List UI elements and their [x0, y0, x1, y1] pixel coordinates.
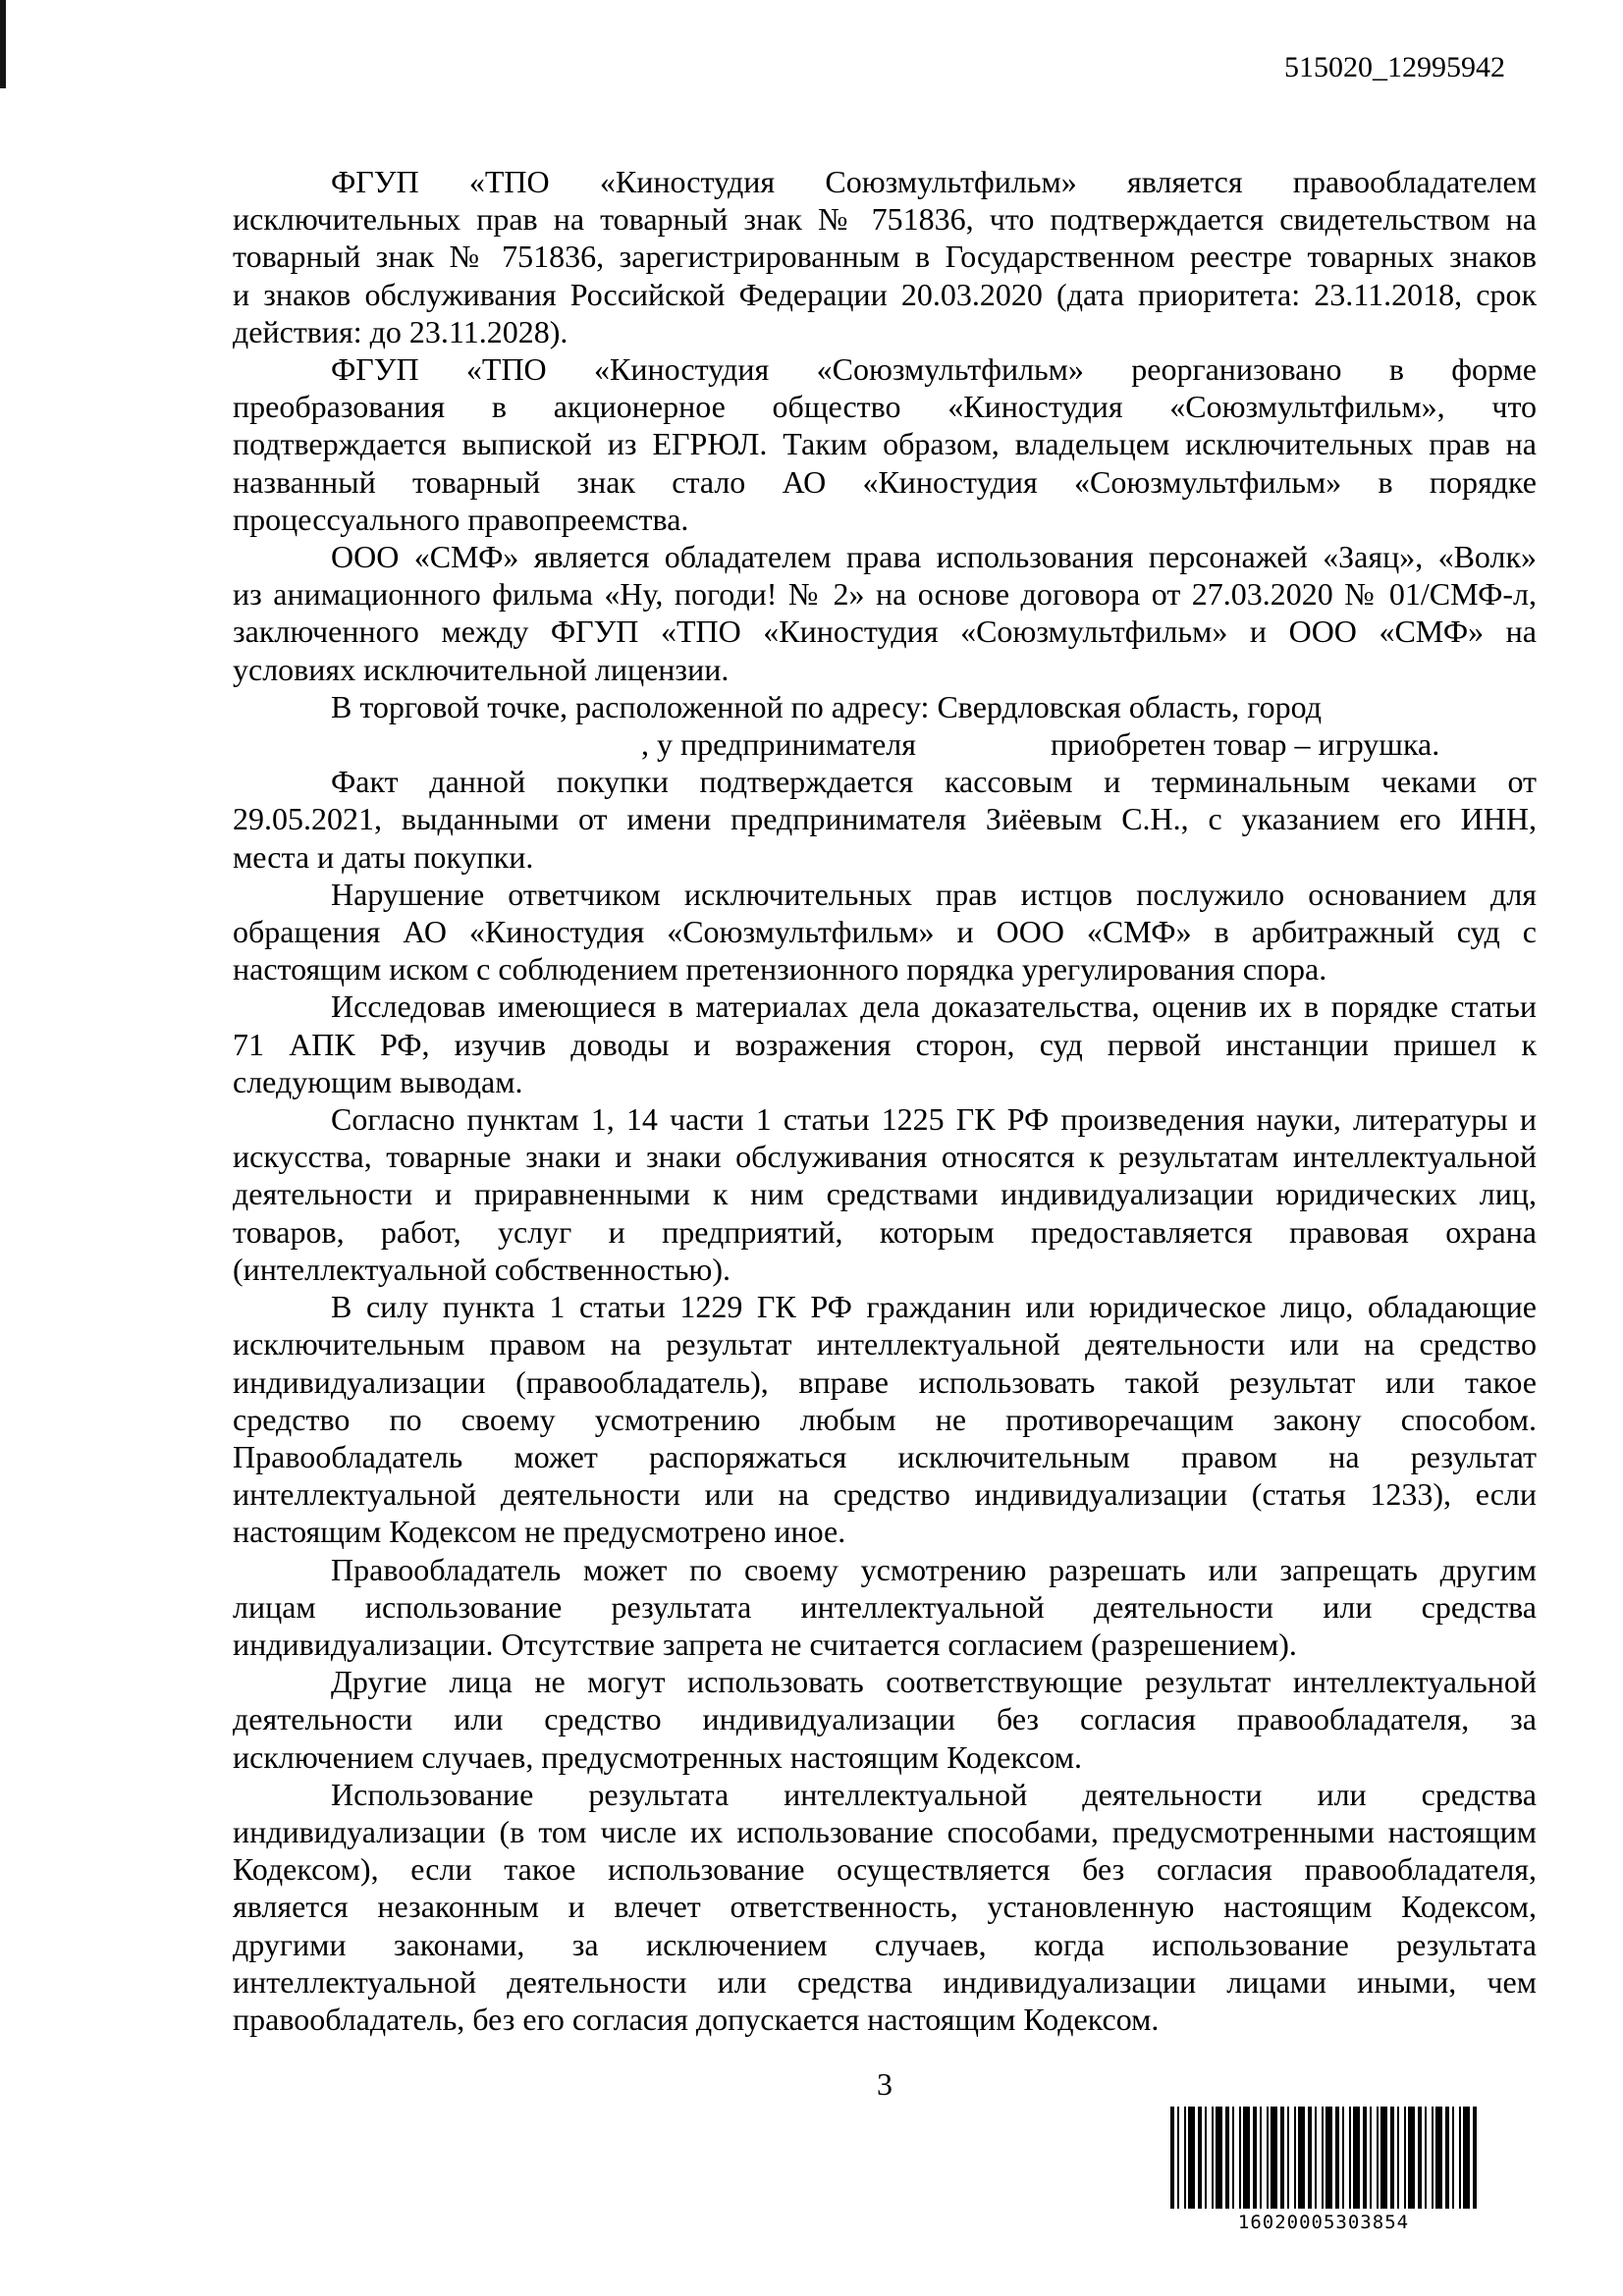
text-line: В силу пункта 1 статьи 1229 ГК РФ гражданин или юридическое лицо, обладающие: [331, 1289, 1537, 1325]
text-line: средство по своему усмотрению любым не противоречащим закону способом.: [233, 1401, 1537, 1437]
redacted-blank: [916, 754, 1051, 755]
text-segment: приобретен товар – игрушка.: [1050, 726, 1440, 763]
text-line: места и даты покупки.: [233, 838, 534, 875]
text-segment: , у предпринимателя: [641, 726, 916, 763]
text-line: подтверждается выпиской из ЕГРЮЛ. Таким образом, владельцем исключительных прав на: [233, 426, 1537, 462]
text-line: Кодексом), если такое использование осуществляется без согласия правообладателя,: [233, 1851, 1537, 1888]
text-line: ФГУП «ТПО «Киностудия «Союзмультфильм» реорганизовано в форме: [331, 351, 1537, 388]
text-line: лицам использование результата интеллектуальной деятельности или средства: [233, 1588, 1537, 1625]
paragraph: [233, 350, 1537, 538]
text-line: В торговой точке, расположенной по адресу: Свердловская область, город: [331, 688, 1322, 724]
text-line: Использование результата интеллектуальной деятельности или средства: [331, 1776, 1537, 1812]
paragraph: [233, 763, 1537, 876]
text-line: условиях исключительной лицензии.: [233, 651, 730, 687]
text-line: товарный знак № 751836, зарегистрированным в Государственном реестре товарных знаков: [233, 239, 1537, 275]
text-line: настоящим иском с соблюдением претензионного порядка урегулирования спора.: [233, 951, 1327, 988]
text-line: и знаков обслуживания Российской Федерации 20.03.2020 (дата приоритета: 23.11.2018, срок: [233, 276, 1537, 312]
text-line: ООО «СМФ» является обладателем права использования персонажей «Заяц», «Волк»: [331, 539, 1537, 575]
barcode-bars-image: [1170, 2107, 1477, 2209]
text-line: процессуального правопреемства.: [233, 501, 689, 537]
page-number: 3: [877, 2066, 893, 2102]
paragraph: [233, 876, 1537, 988]
paragraph: [233, 988, 1537, 1100]
text-line: преобразования в акционерное общество «Киностудия «Союзмультфильм», что: [233, 389, 1537, 425]
paragraph: [233, 163, 1537, 350]
text-line: заключенного между ФГУП «ТПО «Киностудия «Союзмультфильм» и ООО «СМФ» на: [233, 614, 1537, 650]
text-line: индивидуализации. Отсутствие запрета не считается согласием (разрешением).: [233, 1626, 1297, 1662]
text-line: действия: до 23.11.2028).: [233, 313, 568, 349]
document-body: [233, 163, 1537, 2038]
paragraph: [233, 688, 1537, 763]
text-line: из анимационного фильма «Ну, погоди! № 2» на основе договора от 27.03.2020 № 01/СМФ-л,: [233, 576, 1537, 613]
text-line: Согласно пунктам 1, 14 части 1 статьи 1225 ГК РФ произведения науки, литературы и: [331, 1101, 1537, 1138]
text-line: интеллектуальной деятельности или на средство индивидуализации (статья 1233), если: [233, 1476, 1537, 1513]
text-line: правообладатель, без его согласия допускается настоящим Кодексом.: [233, 2001, 1160, 2037]
text-line: Другие лица не могут использовать соответствующие результат интеллектуальной: [331, 1664, 1537, 1700]
paragraph: [233, 1551, 1537, 1664]
text-line: Нарушение ответчиком исключительных прав истцов послужило основанием для: [331, 876, 1537, 912]
paragraph: [233, 538, 1537, 688]
text-line: интеллектуальной деятельности или средства индивидуализации лицами иными, чем: [233, 1963, 1537, 2000]
text-line: исключением случаев, предусмотренных настоящим Кодексом.: [233, 1738, 1082, 1775]
text-line: Исследовав имеющиеся в материалах дела доказательства, оценив их в порядке статьи: [331, 988, 1537, 1025]
barcode: [1170, 2107, 1477, 2234]
text-line: деятельности и приравненными к ним средствами индивидуализации юридических лиц,: [233, 1176, 1537, 1212]
redacted-blank: [233, 754, 641, 755]
text-line: названный товарный знак стало АО «Киностудия «Союзмультфильм» в порядке: [233, 463, 1537, 500]
text-line: (интеллектуальной собственностью).: [233, 1251, 730, 1287]
text-line: Факт данной покупки подтверждается кассовым и терминальным чеками от: [331, 764, 1537, 800]
barcode-number: 16020005303854: [1237, 2212, 1410, 2233]
text-line: является незаконным и влечет ответственность, установленную настоящим Кодексом,: [233, 1889, 1537, 1925]
paragraph: [233, 1100, 1537, 1288]
text-line: 71 АПК РФ, изучив доводы и возражения сторон, суд первой инстанции пришел к: [233, 1026, 1537, 1062]
text-line: настоящим Кодексом не предусмотрено иное.: [233, 1514, 846, 1550]
text-line: исключительным правом на результат интеллектуальной деятельности или на средство: [233, 1326, 1537, 1362]
text-line: ФГУП «ТПО «Киностудия Союзмультфильм» является правообладателем: [331, 164, 1537, 199]
text-line: следующим выводам.: [233, 1063, 523, 1099]
redacted-text-line: [233, 725, 1537, 763]
text-line: индивидуализации (в том числе их использование способами, предусмотренными настоящим: [233, 1813, 1537, 1849]
text-line: другими законами, за исключением случаев, когда использование результата: [233, 1926, 1537, 1962]
paragraph: [233, 1776, 1537, 2038]
text-line: обращения АО «Киностудия «Союзмультфильм» и ООО «СМФ» в арбитражный суд с: [233, 914, 1537, 950]
document-number: 515020_12995942: [1284, 51, 1505, 83]
text-line: Правообладатель может распоряжаться исключительным правом на результат: [233, 1438, 1537, 1474]
text-line: товаров, работ, услуг и предприятий, которым предоставляется правовая охрана: [233, 1213, 1537, 1250]
text-line: исключительных прав на товарный знак № 751836, что подтверждается свидетельством на: [233, 201, 1537, 238]
text-line: Правообладатель может по своему усмотрению разрешать или запрещать другим: [331, 1551, 1537, 1587]
text-line: 29.05.2021, выданными от имени предпринимателя Зиёевым С.Н., с указанием его ИНН,: [233, 801, 1537, 837]
text-line: деятельности или средство индивидуализации без согласия правообладателя, за: [233, 1701, 1537, 1737]
text-line: индивидуализации (правообладатель), вправе использовать такой результат или такое: [233, 1363, 1537, 1400]
text-line: искусства, товарные знаки и знаки обслуживания относятся к результатам интеллектуальной: [233, 1139, 1537, 1175]
paragraph: [233, 1288, 1537, 1550]
paragraph: [233, 1663, 1537, 1776]
